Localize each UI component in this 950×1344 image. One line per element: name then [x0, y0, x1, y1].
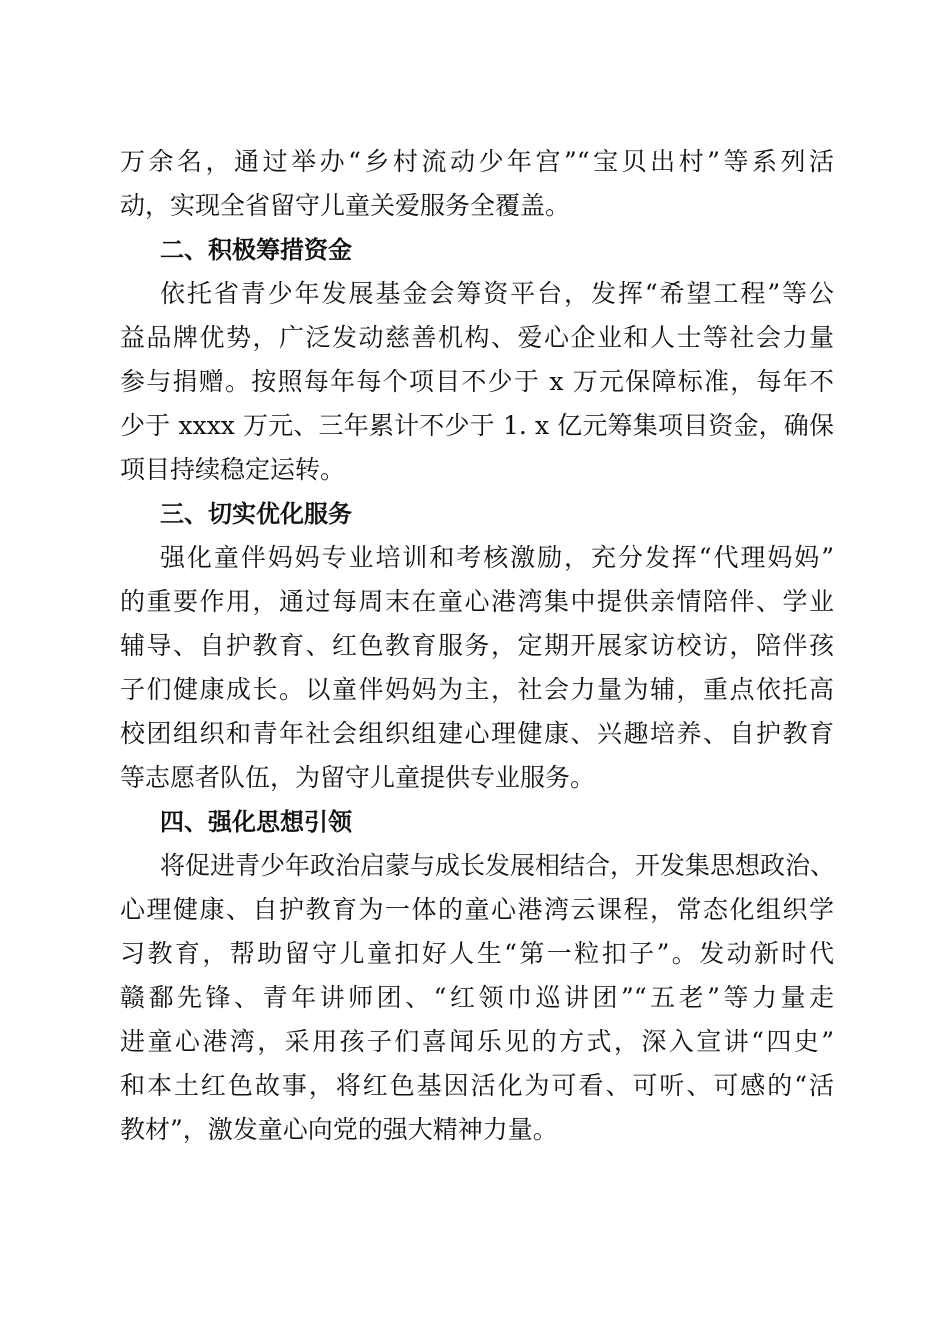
section-funding	[120, 228, 834, 492]
paragraph-line: 参与捐赠。按照每年每个项目不少于 x 万元保障标准，每年不	[120, 367, 834, 396]
paragraph-line: 等志愿者队伍，为留守儿童提供专业服务。	[120, 763, 596, 792]
paragraph-line: 依托省青少年发展基金会筹资平台，发挥“希望工程”等公	[160, 279, 834, 308]
paragraph-line: 动，实现全省留守儿童关爱服务全覆盖。	[120, 191, 571, 220]
paragraph-line: 教材”，激发童心向党的强大精神力量。	[120, 1115, 558, 1144]
paragraph-line: 项目持续稳定运转。	[120, 455, 346, 484]
paragraph-line: 和本土红色故事，将红色基因活化为可看、可听、可感的“活	[120, 1071, 834, 1100]
paragraph-line: 进童心港湾，采用孩子们喜闻乐见的方式，深入宣讲“四史”	[120, 1027, 834, 1056]
section-guidance	[120, 800, 834, 1152]
section-service	[120, 492, 834, 800]
paragraph-line: 的重要作用，通过每周末在童心港湾集中提供亲情陪伴、学业	[120, 587, 834, 616]
paragraph-line: 少于 xxxx 万元、三年累计不少于 1. x 亿元筹集项目资金，确保	[120, 411, 834, 440]
section-heading: 四、强化思想引领	[160, 808, 352, 836]
paragraph-line: 益品牌优势，广泛发动慈善机构、爱心企业和人士等社会力量	[120, 323, 834, 352]
paragraph-line: 辅导、自护教育、红色教育服务，定期开展家访校访，陪伴孩	[120, 631, 834, 660]
paragraph-line: 习教育，帮助留守儿童扣好人生“第一粒扣子”。发动新时代	[120, 939, 834, 968]
document-body	[120, 140, 834, 1152]
paragraph-line: 将促进青少年政治启蒙与成长发展相结合，开发集思想政治、	[160, 851, 836, 880]
intro-paragraph	[120, 140, 834, 228]
paragraph-line: 赣鄱先锋、青年讲师团、“红领巾巡讲团”“五老”等力量走	[120, 983, 834, 1012]
section-heading: 二、积极筹措资金	[160, 236, 352, 264]
section-heading: 三、切实优化服务	[160, 500, 352, 528]
paragraph-line: 心理健康、自护教育为一体的童心港湾云课程，常态化组织学	[120, 895, 834, 924]
paragraph-line: 子们健康成长。以童伴妈妈为主，社会力量为辅，重点依托高	[120, 675, 834, 704]
paragraph-line: 强化童伴妈妈专业培训和考核激励，充分发挥“代理妈妈”	[160, 543, 834, 572]
paragraph-line: 万余名，通过举办“乡村流动少年宫”“宝贝出村”等系列活	[120, 147, 834, 176]
paragraph-line: 校团组织和青年社会组织组建心理健康、兴趣培养、自护教育	[120, 719, 834, 748]
